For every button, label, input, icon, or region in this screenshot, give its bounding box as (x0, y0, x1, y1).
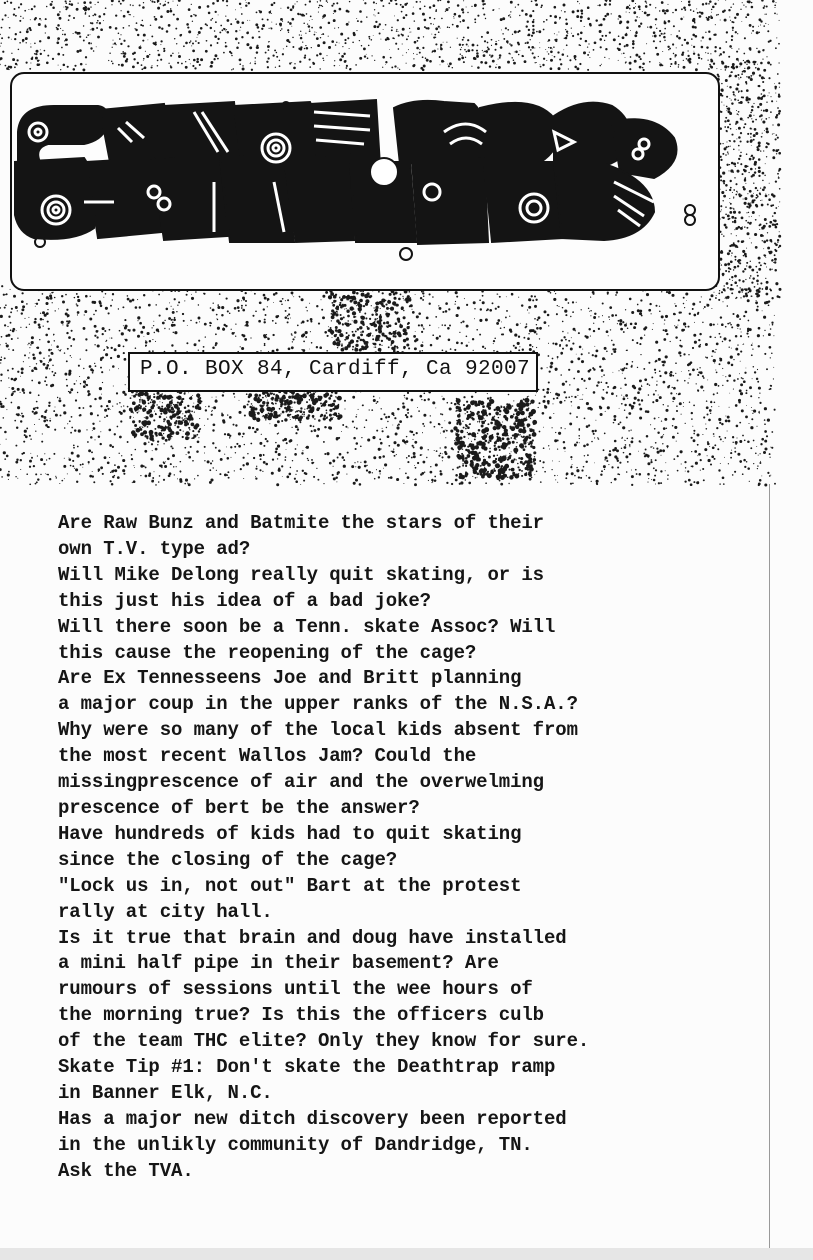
text-line: rally at city hall. (58, 900, 273, 923)
text-line: Will Mike Delong really quit skating, or is (58, 563, 544, 586)
text-line: own T.V. type ad? (58, 537, 251, 560)
mailing-address: P.O. BOX 84, Cardiff, Ca 92007 (140, 358, 531, 381)
text-line: a mini half pipe in their basement? Are (58, 952, 499, 975)
text-line: Ask the TVA. (58, 1159, 194, 1182)
text-line: in the unlikly community of Dandridge, TN. (58, 1133, 533, 1156)
text-line: Will there soon be a Tenn. skate Assoc? Will (58, 615, 556, 638)
text-line: in Banner Elk, N.C. (58, 1081, 273, 1104)
text-line: Has a major new ditch discovery been reported (58, 1107, 567, 1130)
text-line: Why were so many of the local kids absent from (58, 719, 578, 742)
text-line: missingprescence of air and the overwelming (58, 771, 544, 794)
text-line: Are Ex Tennesseens Joe and Britt planning (58, 667, 522, 690)
text-line: of the team THC elite? Only they know for sure. (58, 1030, 590, 1053)
text-line: Skate Tip #1: Don't skate the Deathtrap ramp (58, 1056, 556, 1079)
text-line: Have hundreds of kids had to quit skating (58, 822, 522, 845)
text-line: "Lock us in, not out" Bart at the protest (58, 874, 522, 897)
text-line: rumours of sessions until the wee hours of (58, 978, 533, 1001)
page-edge-rule (769, 484, 770, 1260)
text-line: this just his idea of a bad joke? (58, 589, 431, 612)
skatewrags-logo-icon (14, 92, 714, 267)
text-line: the morning true? Is this the officers culb (58, 1004, 544, 1027)
text-line: this cause the reopening of the cage? (58, 641, 477, 664)
text-line: the most recent Wallos Jam? Could the (58, 745, 477, 768)
text-line: a major coup in the upper ranks of the N.S.A.? (58, 693, 578, 716)
scan-bottom-edge (0, 1248, 813, 1260)
address-box (128, 352, 538, 392)
text-line: Are Raw Bunz and Batmite the stars of their (58, 512, 544, 534)
text-line: prescence of bert be the answer? (58, 796, 420, 819)
article-body (58, 511, 718, 1185)
text-line: Is it true that brain and doug have installed (58, 926, 567, 949)
text-line: since the closing of the cage? (58, 848, 398, 871)
